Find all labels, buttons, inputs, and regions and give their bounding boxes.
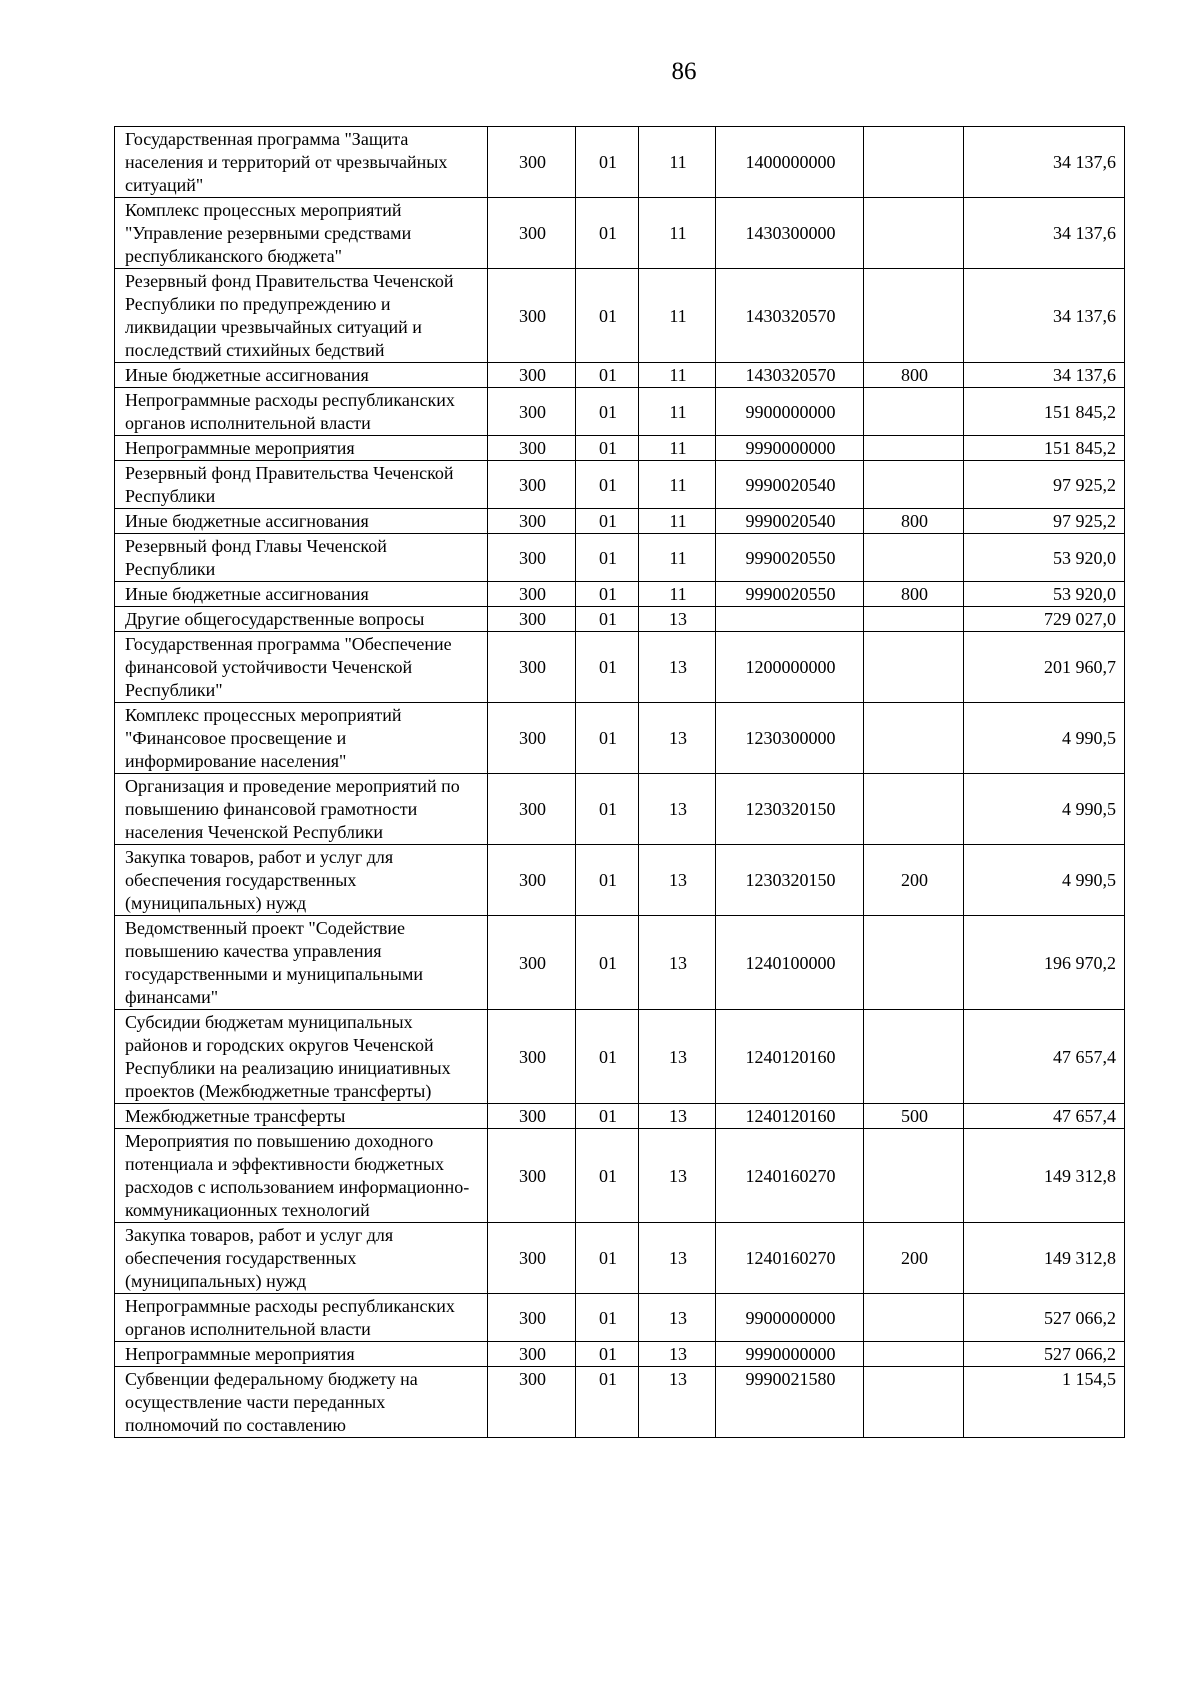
cell-target-article: 9990020550 <box>716 582 864 607</box>
cell-grbs: 300 <box>488 436 576 461</box>
cell-target-article: 1240100000 <box>716 916 864 1010</box>
cell-target-article: 9990021580 <box>716 1367 864 1438</box>
cell-subsection: 11 <box>639 388 716 436</box>
cell-amount: 34 137,6 <box>964 269 1125 363</box>
budget-table-body <box>115 127 1125 1438</box>
cell-amount: 53 920,0 <box>964 582 1125 607</box>
page-number: 86 <box>671 58 697 85</box>
cell-expense-type <box>864 534 964 582</box>
cell-amount: 34 137,6 <box>964 363 1125 388</box>
table-row <box>115 436 1125 461</box>
cell-target-article <box>716 607 864 632</box>
cell-section: 01 <box>576 632 639 703</box>
cell-name: Ведомственный проект "Содействие повышению качества управления государственными и муниципальными финансами" <box>115 916 488 1010</box>
table-row <box>115 363 1125 388</box>
cell-section: 01 <box>576 1342 639 1367</box>
cell-amount: 34 137,6 <box>964 127 1125 198</box>
cell-target-article: 9990020550 <box>716 534 864 582</box>
cell-name: Иные бюджетные ассигнования <box>115 509 488 534</box>
cell-expense-type <box>864 632 964 703</box>
cell-subsection: 11 <box>639 436 716 461</box>
cell-target-article: 9900000000 <box>716 388 864 436</box>
cell-name: Резервный фонд Правительства Чеченской Республики <box>115 461 488 509</box>
cell-grbs: 300 <box>488 1129 576 1223</box>
cell-section: 01 <box>576 916 639 1010</box>
cell-amount: 4 990,5 <box>964 774 1125 845</box>
cell-name: Субвенции федеральному бюджету на осуществление части переданных полномочий по составлению <box>115 1367 488 1438</box>
cell-section: 01 <box>576 1010 639 1104</box>
cell-expense-type <box>864 1294 964 1342</box>
cell-section: 01 <box>576 534 639 582</box>
table-row <box>115 127 1125 198</box>
cell-name: Организация и проведение мероприятий по повышению финансовой грамотности населения Чеченской Республики <box>115 774 488 845</box>
table-row <box>115 1104 1125 1129</box>
cell-amount: 196 970,2 <box>964 916 1125 1010</box>
cell-subsection: 11 <box>639 198 716 269</box>
cell-grbs: 300 <box>488 127 576 198</box>
cell-grbs: 300 <box>488 632 576 703</box>
cell-name: Государственная программа "Защита населения и территорий от чрезвычайных ситуаций" <box>115 127 488 198</box>
cell-amount: 53 920,0 <box>964 534 1125 582</box>
cell-amount: 201 960,7 <box>964 632 1125 703</box>
cell-section: 01 <box>576 269 639 363</box>
cell-expense-type <box>864 1367 964 1438</box>
cell-expense-type: 800 <box>864 509 964 534</box>
cell-amount: 4 990,5 <box>964 845 1125 916</box>
cell-subsection: 13 <box>639 916 716 1010</box>
cell-expense-type <box>864 774 964 845</box>
cell-expense-type <box>864 1129 964 1223</box>
cell-subsection: 13 <box>639 1129 716 1223</box>
cell-name: Резервный фонд Главы Чеченской Республики <box>115 534 488 582</box>
cell-subsection: 13 <box>639 1294 716 1342</box>
table-row <box>115 845 1125 916</box>
cell-amount: 151 845,2 <box>964 388 1125 436</box>
budget-table <box>114 126 1125 1438</box>
cell-subsection: 13 <box>639 1342 716 1367</box>
table-row <box>115 607 1125 632</box>
cell-amount: 149 312,8 <box>964 1129 1125 1223</box>
cell-expense-type <box>864 127 964 198</box>
cell-target-article: 1240120160 <box>716 1104 864 1129</box>
cell-target-article: 1240120160 <box>716 1010 864 1104</box>
cell-expense-type <box>864 1010 964 1104</box>
cell-subsection: 11 <box>639 461 716 509</box>
cell-section: 01 <box>576 607 639 632</box>
table-row <box>115 582 1125 607</box>
cell-subsection: 13 <box>639 703 716 774</box>
table-row <box>115 1010 1125 1104</box>
cell-target-article: 1430320570 <box>716 363 864 388</box>
cell-target-article: 1240160270 <box>716 1223 864 1294</box>
cell-section: 01 <box>576 703 639 774</box>
cell-name: Закупка товаров, работ и услуг для обеспечения государственных (муниципальных) нужд <box>115 845 488 916</box>
cell-grbs: 300 <box>488 198 576 269</box>
cell-grbs: 300 <box>488 1104 576 1129</box>
cell-section: 01 <box>576 1129 639 1223</box>
cell-target-article: 9900000000 <box>716 1294 864 1342</box>
table-row <box>115 632 1125 703</box>
cell-amount: 729 027,0 <box>964 607 1125 632</box>
cell-grbs: 300 <box>488 1294 576 1342</box>
cell-target-article: 1200000000 <box>716 632 864 703</box>
table-row <box>115 703 1125 774</box>
cell-grbs: 300 <box>488 1223 576 1294</box>
cell-name: Непрограммные мероприятия <box>115 436 488 461</box>
cell-grbs: 300 <box>488 1342 576 1367</box>
cell-expense-type <box>864 269 964 363</box>
cell-target-article: 9990020540 <box>716 509 864 534</box>
cell-subsection: 11 <box>639 127 716 198</box>
cell-target-article: 9990000000 <box>716 1342 864 1367</box>
cell-expense-type <box>864 1342 964 1367</box>
cell-section: 01 <box>576 1367 639 1438</box>
cell-subsection: 13 <box>639 774 716 845</box>
cell-amount: 4 990,5 <box>964 703 1125 774</box>
table-row <box>115 388 1125 436</box>
cell-amount: 97 925,2 <box>964 509 1125 534</box>
cell-name: Комплекс процессных мероприятий "Финансовое просвещение и информирование населения" <box>115 703 488 774</box>
cell-name: Непрограммные мероприятия <box>115 1342 488 1367</box>
cell-grbs: 300 <box>488 363 576 388</box>
cell-subsection: 13 <box>639 1104 716 1129</box>
cell-amount: 149 312,8 <box>964 1223 1125 1294</box>
cell-subsection: 13 <box>639 1223 716 1294</box>
cell-section: 01 <box>576 461 639 509</box>
table-row <box>115 269 1125 363</box>
cell-expense-type: 200 <box>864 845 964 916</box>
cell-expense-type <box>864 461 964 509</box>
cell-target-article: 9990000000 <box>716 436 864 461</box>
table-row <box>115 1129 1125 1223</box>
cell-expense-type: 800 <box>864 582 964 607</box>
cell-expense-type <box>864 198 964 269</box>
cell-expense-type: 800 <box>864 363 964 388</box>
cell-amount: 527 066,2 <box>964 1342 1125 1367</box>
cell-subsection: 13 <box>639 607 716 632</box>
table-row <box>115 509 1125 534</box>
cell-grbs: 300 <box>488 916 576 1010</box>
cell-name: Межбюджетные трансферты <box>115 1104 488 1129</box>
cell-grbs: 300 <box>488 845 576 916</box>
cell-grbs: 300 <box>488 388 576 436</box>
cell-subsection: 13 <box>639 1367 716 1438</box>
table-row <box>115 1342 1125 1367</box>
cell-grbs: 300 <box>488 703 576 774</box>
cell-target-article: 1400000000 <box>716 127 864 198</box>
cell-grbs: 300 <box>488 1367 576 1438</box>
cell-target-article: 1430300000 <box>716 198 864 269</box>
cell-grbs: 300 <box>488 269 576 363</box>
cell-name: Субсидии бюджетам муниципальных районов и городских округов Чеченской Республики на реализацию инициативных проектов (Межбюджетные трансферты) <box>115 1010 488 1104</box>
table-row <box>115 1223 1125 1294</box>
cell-subsection: 11 <box>639 582 716 607</box>
cell-name: Иные бюджетные ассигнования <box>115 582 488 607</box>
table-row <box>115 534 1125 582</box>
cell-section: 01 <box>576 845 639 916</box>
cell-grbs: 300 <box>488 461 576 509</box>
cell-target-article: 1230320150 <box>716 774 864 845</box>
cell-subsection: 11 <box>639 363 716 388</box>
cell-name: Непрограммные расходы республиканских органов исполнительной власти <box>115 388 488 436</box>
cell-subsection: 11 <box>639 534 716 582</box>
cell-name: Непрограммные расходы республиканских органов исполнительной власти <box>115 1294 488 1342</box>
cell-amount: 151 845,2 <box>964 436 1125 461</box>
cell-target-article: 1230320150 <box>716 845 864 916</box>
cell-section: 01 <box>576 774 639 845</box>
cell-amount: 47 657,4 <box>964 1104 1125 1129</box>
cell-amount: 527 066,2 <box>964 1294 1125 1342</box>
cell-section: 01 <box>576 198 639 269</box>
cell-amount: 1 154,5 <box>964 1367 1125 1438</box>
cell-section: 01 <box>576 1223 639 1294</box>
cell-amount: 47 657,4 <box>964 1010 1125 1104</box>
cell-section: 01 <box>576 363 639 388</box>
cell-name: Резервный фонд Правительства Чеченской Республики по предупреждению и ликвидации чрезвычайных ситуаций и последствий стихийных бедствий <box>115 269 488 363</box>
cell-subsection: 11 <box>639 269 716 363</box>
cell-name: Комплекс процессных мероприятий "Управление резервными средствами республиканского бюджета" <box>115 198 488 269</box>
cell-name: Иные бюджетные ассигнования <box>115 363 488 388</box>
cell-grbs: 300 <box>488 534 576 582</box>
cell-name: Государственная программа "Обеспечение финансовой устойчивости Чеченской Республики" <box>115 632 488 703</box>
cell-target-article: 1230300000 <box>716 703 864 774</box>
cell-name: Закупка товаров, работ и услуг для обеспечения государственных (муниципальных) нужд <box>115 1223 488 1294</box>
cell-section: 01 <box>576 582 639 607</box>
cell-section: 01 <box>576 1104 639 1129</box>
cell-subsection: 11 <box>639 509 716 534</box>
table-row <box>115 774 1125 845</box>
cell-amount: 97 925,2 <box>964 461 1125 509</box>
cell-grbs: 300 <box>488 607 576 632</box>
cell-section: 01 <box>576 388 639 436</box>
table-row <box>115 198 1125 269</box>
cell-subsection: 13 <box>639 845 716 916</box>
cell-expense-type <box>864 436 964 461</box>
cell-target-article: 1240160270 <box>716 1129 864 1223</box>
table-row <box>115 916 1125 1010</box>
cell-section: 01 <box>576 436 639 461</box>
cell-grbs: 300 <box>488 509 576 534</box>
table-row <box>115 461 1125 509</box>
table-row <box>115 1367 1125 1438</box>
cell-grbs: 300 <box>488 1010 576 1104</box>
cell-expense-type <box>864 607 964 632</box>
cell-section: 01 <box>576 1294 639 1342</box>
cell-expense-type: 500 <box>864 1104 964 1129</box>
cell-target-article: 9990020540 <box>716 461 864 509</box>
cell-expense-type <box>864 703 964 774</box>
cell-section: 01 <box>576 509 639 534</box>
cell-grbs: 300 <box>488 582 576 607</box>
cell-expense-type <box>864 916 964 1010</box>
cell-grbs: 300 <box>488 774 576 845</box>
cell-section: 01 <box>576 127 639 198</box>
cell-amount: 34 137,6 <box>964 198 1125 269</box>
cell-expense-type: 200 <box>864 1223 964 1294</box>
cell-expense-type <box>864 388 964 436</box>
cell-target-article: 1430320570 <box>716 269 864 363</box>
cell-subsection: 13 <box>639 632 716 703</box>
cell-name: Мероприятия по повышению доходного потенциала и эффективности бюджетных расходов с использованием информационно-коммуникационных технологий <box>115 1129 488 1223</box>
cell-subsection: 13 <box>639 1010 716 1104</box>
cell-name: Другие общегосударственные вопросы <box>115 607 488 632</box>
table-row <box>115 1294 1125 1342</box>
